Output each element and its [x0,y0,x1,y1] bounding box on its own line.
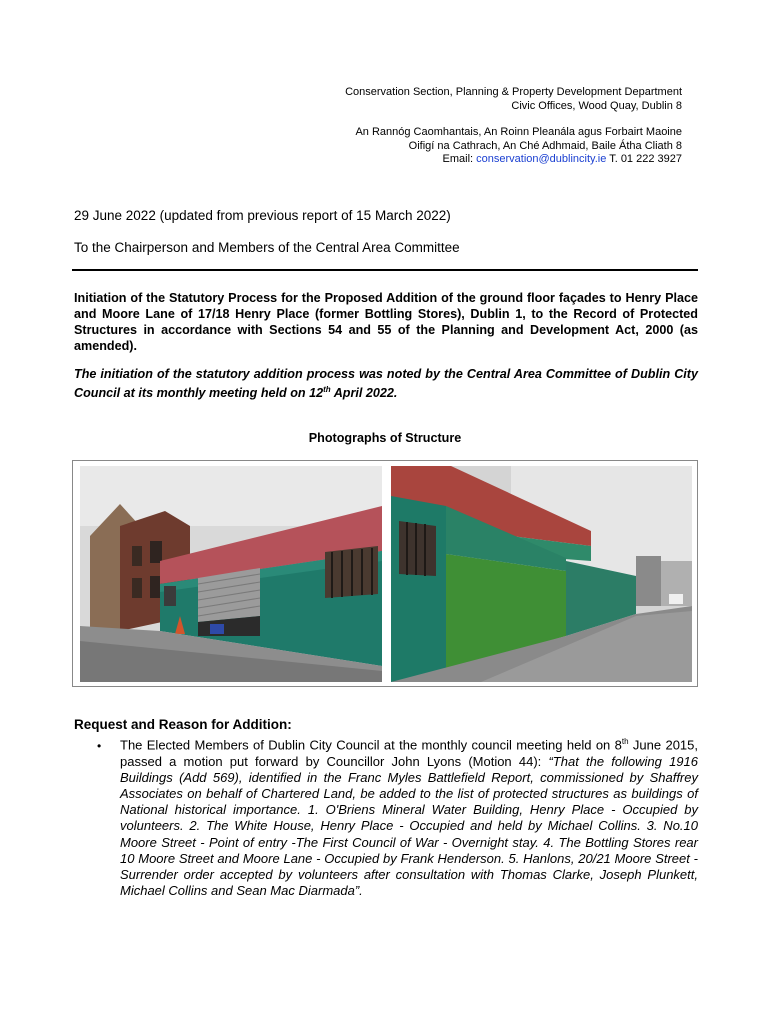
letterhead-line-2: Civic Offices, Wood Quay, Dublin 8 [511,99,682,112]
divider [72,269,698,271]
photo-frame [72,460,698,687]
report-title: Initiation of the Statutory Process for the Proposed Addition of the ground floor façades to Henry Place and Moore Lane of 17/18 Henry Place (former Bottling Stores), Dublin 1, to the Record of Protected Structures in accordance with Sections 54 and 55 of the Planning and Development Act, 2000 (as amended). [74,291,698,353]
letterhead-line-1: Conservation Section, Planning & Property Development Department [345,86,682,98]
letterhead-line-3: An Rannóg Caomhantais, An Roinn Pleanála agus Forbairt Maoine [355,126,682,138]
report-date: 29 June 2022 (updated from previous report of 15 March 2022) [74,208,451,223]
addressee: To the Chairperson and Members of the Central Area Committee [74,240,460,255]
bullet-icon: • [97,739,102,753]
committee-note [74,366,698,401]
photos-heading: Photographs of Structure [308,431,462,445]
request-heading: Request and Reason for Addition: [74,717,292,732]
note-text-end: April 2022. [330,386,398,401]
phone-number: T. 01 222 3927 [606,153,682,165]
letterhead [162,86,682,167]
request-text-start: The Elected Members of Dublin City Council at the monthly council meeting held on 8 [120,737,622,753]
photo-moore-lane [391,466,692,682]
note-sup: th [323,385,331,394]
letterhead-contact [162,153,682,167]
email-label: Email: [442,153,477,165]
note-text: The initiation of the statutory addition process was noted by the Central Area Committee of Dublin City Council at its monthly meeting held on 12 [74,367,698,401]
request-text [120,734,698,899]
motion-quote: “That the following 1916 Buildings (Add 569), identified in the Franc Myles Battlefield Report, commissioned by Shaffrey Associates on behalf of Chartered Land, be added to the list of protected structures as buildings of National historical importance. 1. O'Briens Mineral Water Building, Henry Place - Occupied by volunteers. 2. The White House, Henry Place - Occupied and held by Michael Collins. 3. No.10 Moore Street - Point of entry -The First Council of War - Overnight stay. 4. The Bottling Stores rear 10 Moore Street and Moore Lane - Occupied by Frank Henderson. 5. Hanlons, 20/21 Moore Street - Surrender order accepted by volunteers after consultation with Thomas Clarke, Joseph Plunkett, Michael Collins and Sean Mac Diarmada”. [120,753,698,899]
request-text-mid: June 2015, passed a motion put forward by Councillor John Lyons (Motion 44): [120,737,698,769]
photo-henry-place [80,466,382,682]
request-sup: th [621,737,629,746]
email-link[interactable]: conservation@dublincity.ie [476,153,607,165]
letterhead-line-4: Oifigí na Cathrach, An Ché Adhmaid, Baile Átha Cliath 8 [408,139,682,152]
